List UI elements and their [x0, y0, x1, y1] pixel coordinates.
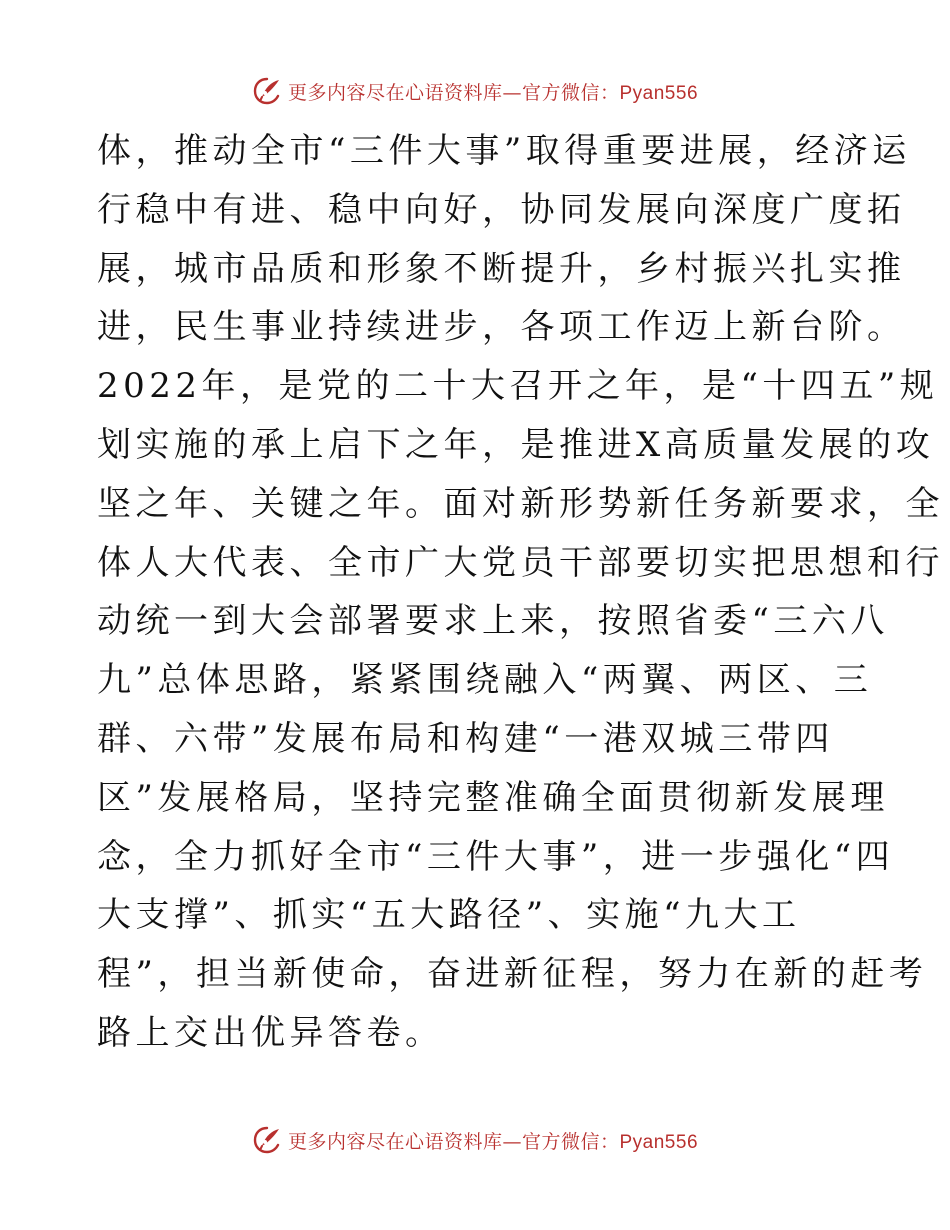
- body-line: 区”发展格局，坚持完整准确全面贯彻新发展理: [97, 777, 889, 818]
- header-watermark: [0, 74, 950, 108]
- body-line: 坚之年、关键之年。面对新形势新任务新要求，全: [97, 483, 944, 524]
- body-line: 程”，担当新使命，奋进新征程，努力在新的赶考: [97, 954, 928, 995]
- document-body: [97, 122, 944, 1063]
- body-line: 行稳中有进、稳中向好，协同发展向深度广度拓: [97, 189, 906, 230]
- watermark-label: 更多内容尽在心语资料库—官方微信：: [287, 81, 620, 104]
- footer-watermark: [0, 1123, 950, 1157]
- watermark-wechat-id: Pyan556: [619, 1131, 699, 1153]
- body-line: 进，民生事业持续进步，各项工作迈上新台阶。: [97, 307, 906, 348]
- body-line: 大支撑”、抓实“五大路径”、实施“九大工: [97, 895, 801, 936]
- body-line: 划实施的承上启下之年，是推进X高质量发展的攻: [97, 424, 935, 465]
- feather-pen-logo-icon: [252, 1125, 282, 1155]
- body-line: 路上交出优异答卷。: [97, 1012, 444, 1053]
- body-line: 九”总体思路，紧紧围绕融入“两翼、两区、三: [97, 660, 873, 701]
- body-line: 体人大代表、全市广大党员干部要切实把思想和行: [97, 542, 944, 583]
- body-line: 2022年，是党的二十大召开之年，是“十四五”规: [97, 366, 939, 407]
- watermark-text: [288, 78, 698, 105]
- body-line: 体，推动全市“三件大事”取得重要进展，经济运: [97, 131, 911, 171]
- feather-pen-logo-icon: [252, 76, 282, 106]
- watermark-text: [288, 1127, 698, 1154]
- watermark-label: 更多内容尽在心语资料库—官方微信：: [287, 1130, 620, 1153]
- watermark-wechat-id: Pyan556: [619, 82, 699, 104]
- body-line: 念，全力抓好全市“三件大事”，进一步强化“四: [97, 836, 895, 877]
- body-line: 动统一到大会部署要求上来，按照省委“三六八: [97, 601, 889, 642]
- body-line: 展，城市品质和形象不断提升，乡村振兴扎实推: [97, 248, 906, 289]
- body-line: 群、六带”发展布局和构建“一港双城三带四: [97, 718, 834, 759]
